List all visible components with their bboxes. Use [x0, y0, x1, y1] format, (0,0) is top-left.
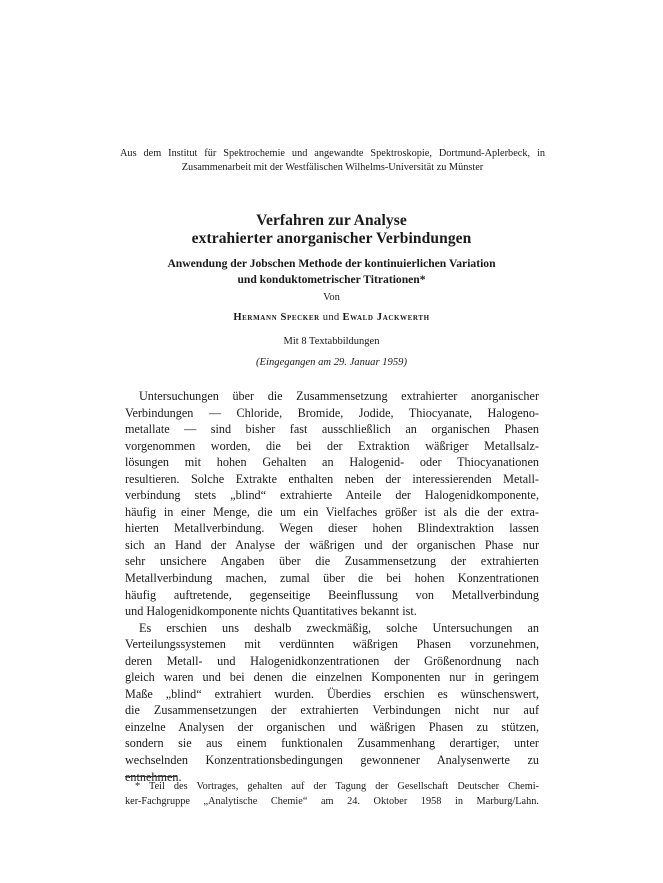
body-line: sich an Hand der Analyse der wäßrigen und der organischen Phase nur: [125, 537, 539, 552]
footnote-rule: [125, 776, 177, 777]
title-line-2: extrahierter anorganischer Verbindungen: [191, 230, 472, 247]
body-line: Maße „blind“ extrahiert wurden. Überdies erschien es wünschenswert,: [125, 686, 539, 701]
subtitle-line-2: und konduktometrischer Titrationen*: [237, 273, 426, 286]
body-line: die Zusammensetzungen der extrahierten Verbindungen nicht nur auf: [125, 703, 539, 718]
body-line: Untersuchungen über die Zusammensetzung extrahierter anorganischer: [139, 389, 539, 403]
article-title: [60, 212, 603, 248]
byline-von: Von: [323, 292, 340, 303]
body-line: sehr unsichere Angaben über die Zusammensetzung der extrahierten: [125, 554, 539, 569]
body-line: Metallverbindung machen, zumal über die bei hohen Konzentrationen: [125, 571, 539, 586]
body-line: gleich waren und bei denen die einzelnen Komponenten nur in geringem: [125, 670, 539, 685]
footnote-line-2: ker-Fachgruppe „Analytische Chemie“ am 24. Oktober 1958 in Marburg/Lahn.: [125, 795, 539, 807]
body-line: entnehmen.: [125, 769, 182, 784]
received-date: (Eingegangen am 29. Januar 1959): [256, 357, 407, 368]
footnote-line-1: * Teil des Vortrages, gehalten auf der Tagung der Gesellschaft Deutscher Chemi-: [135, 781, 539, 792]
body-line: deren Metall- und Halogenidkonzentrationen der Größenordnung nach: [125, 653, 539, 668]
title-line-1: Verfahren zur Analyse: [256, 212, 407, 229]
affiliation: Aus dem Institut für Spektrochemie und angewandte Spektroskopie, Dortmund-Aplerbeck, in Zusammenarbeit mit der Westfälischen Wilhelms-Universität zu Münster: [120, 148, 545, 173]
body-text: [125, 388, 539, 785]
body-line: hierten Metallverbindung. Wegen dieser hohen Blindextraktion lassen: [125, 521, 539, 536]
body-line: Es erschien uns deshalb zweckmäßig, solche Untersuchungen an: [139, 620, 539, 635]
footnote: [125, 780, 539, 809]
author-conjunction: und: [322, 312, 340, 323]
body-line: häufig auftretende, gegenseitige Beeinflussung von Metallverbindung: [125, 587, 539, 602]
article-subtitle: [100, 256, 563, 288]
body-line: und Halogenidkomponente nichts Quantitatives bekannt ist.: [125, 604, 417, 619]
body-line: Verbindungen — Chloride, Bromide, Jodide, Thiocyanate, Halogeno-: [125, 405, 539, 420]
body-line: vorgenommen worden, die bei der Extraktion wäßriger Metallsalz-: [125, 438, 539, 453]
body-line: resultieren. Solche Extrakte enthalten neben der interessierenden Metall-: [125, 471, 539, 486]
authors: [0, 312, 663, 323]
subtitle-line-1: Anwendung der Jobschen Methode der kontinuierlichen Variation: [167, 257, 496, 270]
body-line: metallate — sind bisher fast ausschließlich an organischen Phasen: [125, 422, 539, 437]
body-line: sondern sie aus einem funktionalen Zusammenhang derartiger, unter: [125, 736, 539, 751]
body-line: häufig in einer Menge, die um ein Vielfaches größer ist als die der extra-: [125, 504, 539, 519]
author-2: Ewald Jackwerth: [342, 312, 430, 323]
body-line: einzelne Analysen der organischen und wäßrigen Phasen zu stützen,: [125, 719, 539, 734]
figures-note: Mit 8 Textabbildungen: [283, 336, 380, 347]
body-line: verbindung stets „blind“ extrahierte Anteile der Halogenidkomponente,: [125, 488, 539, 503]
author-1: Hermann Specker: [233, 312, 320, 323]
body-line: Verteilungssystemen mit verdünnten wäßrigen Phasen vorzunehmen,: [125, 637, 539, 652]
body-line: lösungen mit hohen Gehalten an Halogenid- oder Thiocyanationen: [125, 455, 539, 470]
body-line: wechselnden Konzentrationsbedingungen gewonnener Analysenwerte zu: [125, 753, 539, 768]
